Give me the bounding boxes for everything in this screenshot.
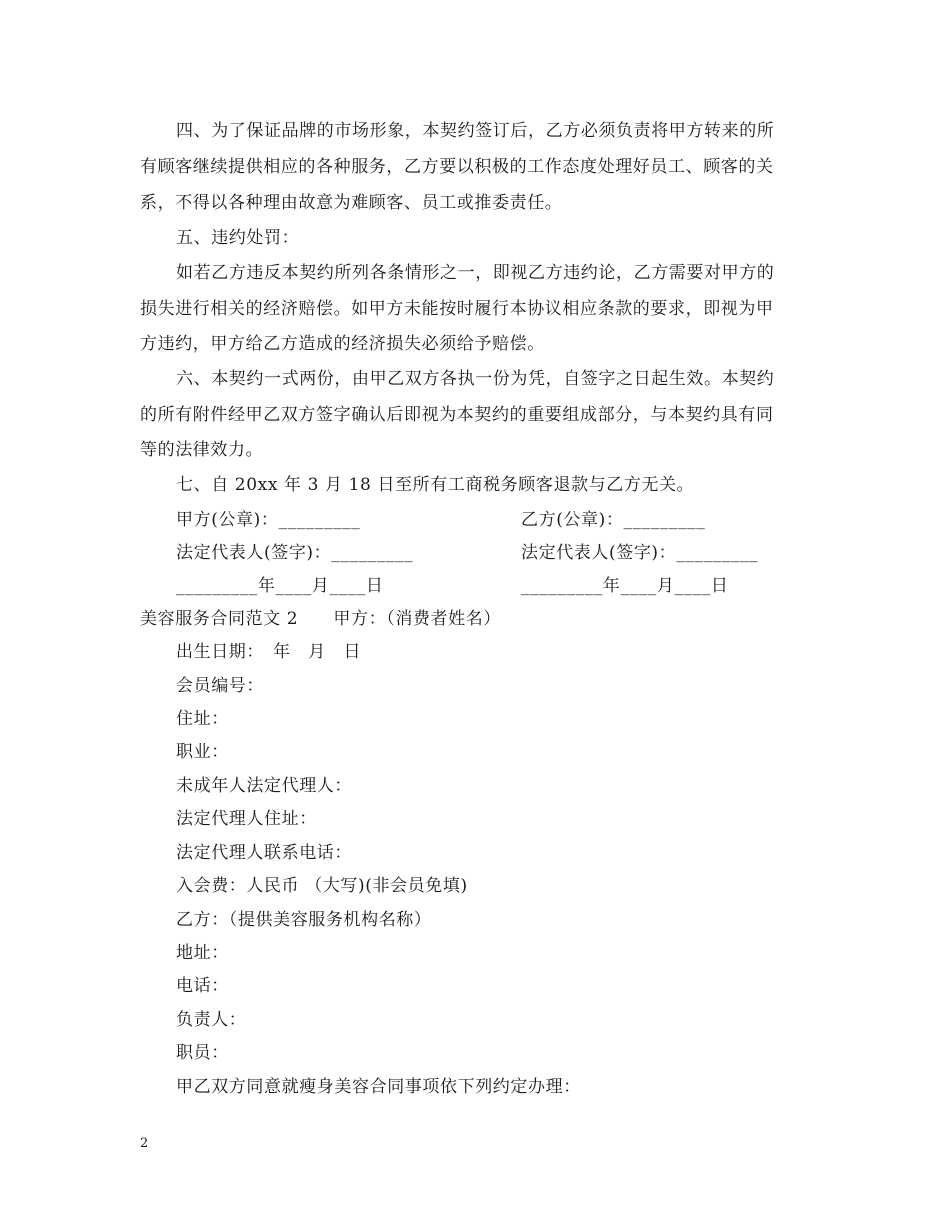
field-party-b-phone: 电话： (176, 976, 229, 996)
field-occupation: 职业： (176, 742, 229, 762)
field-address: 住址： (176, 709, 229, 729)
clause-5-line-3: 方违约，甲方给乙方造成的经济损失必须给予赔偿。 (140, 334, 545, 354)
field-person-in-charge: 负责人： (176, 1010, 247, 1030)
clause-4-line-3: 系，不得以各种理由故意为难顾客、员工或推委责任。 (140, 193, 563, 213)
party-b-representative: 法定代表人(签字)：_________ (521, 543, 759, 563)
clause-5-title: 五、违约处罚： (176, 228, 300, 248)
page-number: 2 (140, 1136, 149, 1151)
contract-2-heading: 美容服务合同范文 2 甲方：（消费者姓名） (140, 609, 501, 629)
party-a-representative: 法定代表人(签字)：_________ (176, 543, 414, 563)
party-a-seal: 甲方(公章)：_________ (176, 510, 361, 530)
field-party-b-address: 地址： (176, 943, 229, 963)
field-party-b: 乙方：（提供美容服务机构名称） (176, 910, 432, 930)
field-membership-fee: 入会费：人民币 （大写)(非会员免填) (176, 876, 468, 896)
clause-6-line-2: 的所有附件经甲乙双方签字确认后即视为本契约的重要组成部分，与本契约具有同 (140, 405, 774, 425)
field-guardian: 未成年人法定代理人： (176, 776, 352, 796)
clause-5-line-1: 如若乙方违反本契约所列各条情形之一，即视乙方违约论，乙方需要对甲方的 (176, 263, 775, 283)
clause-6-line-3: 等的法律效力。 (140, 440, 264, 460)
clause-6-line-1: 六、本契约一式两份，由甲乙双方各执一份为凭，自签字之日起生效。本契约 (176, 369, 775, 389)
field-guardian-phone: 法定代理人联系电话： (176, 843, 352, 863)
clause-4-line-1: 四、为了保证品牌的市场形象，本契约签订后，乙方必须负责将甲方转来的所 (176, 121, 775, 141)
field-staff: 职员： (176, 1043, 229, 1063)
field-birth-date: 出生日期： 年 月 日 (176, 642, 362, 662)
party-b-seal: 乙方(公章)：_________ (521, 510, 706, 530)
agreement-statement: 甲乙双方同意就瘦身美容合同事项依下列约定办理： (176, 1077, 581, 1097)
party-a-date: _________年____月____日 (176, 576, 384, 596)
party-b-date: _________年____月____日 (521, 576, 729, 596)
clause-7: 七、自 20xx 年 3 月 18 日至所有工商税务顾客退款与乙方无关。 (176, 475, 695, 495)
clause-5-line-2: 损失进行相关的经济赔偿。如甲方未能按时履行本协议相应条款的要求，即视为甲 (140, 299, 774, 319)
field-guardian-address: 法定代理人住址： (176, 809, 317, 829)
field-member-number: 会员编号： (176, 676, 264, 696)
clause-4-line-2: 有顾客继续提供相应的各种服务，乙方要以积极的工作态度处理好员工、顾客的关 (140, 157, 774, 177)
